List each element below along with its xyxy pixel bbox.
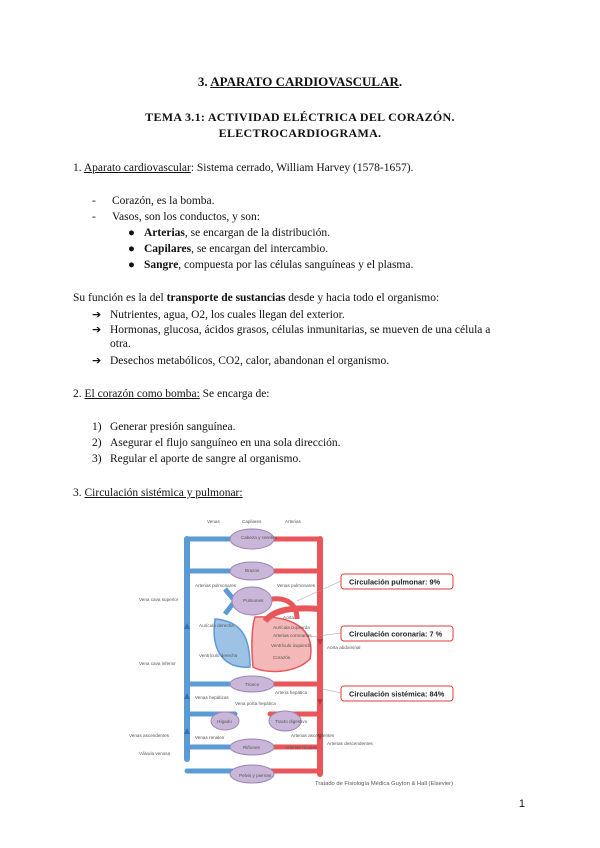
label-vena-porta: Vena porta hepática xyxy=(235,701,276,706)
box-systemic-label: Circulación sistémica: 84% xyxy=(349,689,445,699)
label-corazon: Corazón xyxy=(273,655,291,660)
label-arterias-descend: Arterias descendentes xyxy=(327,741,373,746)
label-venas-pulm: Venas pulmonares xyxy=(277,583,316,588)
page-title: 3. APARATO CARDIOVASCULAR. xyxy=(197,74,403,89)
label-arterias-ascend: Arterias ascendentes xyxy=(291,733,335,738)
label-brazos: Brazos xyxy=(245,568,260,573)
label-arterias-pulm: Arterias pulmonares xyxy=(195,583,237,588)
section-3-heading: 3. Circulación sistémica y pulmonar: xyxy=(73,487,243,499)
label-venas-hepaticas: Venas hepáticas xyxy=(195,695,229,700)
vessel-item: ● Arterias, se encargan de la distribución. xyxy=(128,227,330,239)
arrow-item-continuation: otra. xyxy=(110,338,131,350)
figure-credit: Tratado de Fisiología Médica Guyton & Hall (Elsevier) xyxy=(315,781,454,787)
label-tronco: Tronco xyxy=(245,682,260,687)
arrow-item: ➔ Hormonas, glucosa, ácidos grasos, células inmunitarias, se mueven de una célula a xyxy=(92,323,491,336)
label-cabeza: Cabeza y cerebro xyxy=(241,535,278,540)
label-arteria-hepatica: Arteria hepática xyxy=(275,690,308,695)
label-arterias: Arterias xyxy=(285,519,301,524)
box-coronary-label: Circulación coronaria: 7 % xyxy=(349,629,443,639)
section-1-heading: 1. Aparato cardiovascular: Sistema cerrado, William Harvey (1578-1657). xyxy=(73,162,414,174)
numbered-item: 3) Regular el aporte de sangre al organismo. xyxy=(92,453,302,465)
label-aorta-abd: Aorta abdominal xyxy=(327,645,361,650)
label-ventriculo-der: Ventrículo derecho xyxy=(199,653,238,658)
dash-item: - Corazón, es la bomba. xyxy=(92,195,215,207)
section-2-heading: 2. El corazón como bomba: Se encarga de: xyxy=(73,388,270,400)
vessel-item: ● Sangre, compuesta por las células sanguíneas y el plasma. xyxy=(128,259,414,271)
label-venas-renales: Venas renales xyxy=(195,735,225,740)
label-pelvis: Pelvis y piernas xyxy=(239,773,272,778)
label-auricula-der: Aurícula derecha xyxy=(199,623,234,628)
label-venas-ascend: Venas ascendentes xyxy=(129,733,170,738)
label-arterias-coron: Arterias coronarias xyxy=(273,633,312,638)
label-higado: Hígado xyxy=(217,719,232,724)
label-venas: Venas xyxy=(207,519,220,524)
arrow-item: ➔ Desechos metabólicos, CO2, calor, abandonan el organismo. xyxy=(92,354,390,367)
box-pulmonary-label: Circulación pulmonar: 9% xyxy=(349,577,441,587)
label-rinones: Riñones xyxy=(243,745,260,750)
label-auricula-izq: Aurícula izquierda xyxy=(273,625,310,630)
numbered-item: 1) Generar presión sanguínea. xyxy=(92,421,236,433)
label-aorta: Aorta xyxy=(283,615,294,620)
topic-title-line1: TEMA 3.1: ACTIVIDAD ELÉCTRICA DEL CORAZÓN. xyxy=(145,110,455,124)
page-number: 1 xyxy=(518,798,525,810)
dash-item: - Vasos, son los conductos, y son: xyxy=(92,211,260,223)
circulation-diagram xyxy=(115,509,485,789)
topic-title-line2: ELECTROCARDIOGRAMA. xyxy=(218,126,382,140)
label-tracto: Tracto digestivo xyxy=(275,719,308,724)
label-capilares: Capilares xyxy=(242,519,262,524)
label-pulmones: Pulmones xyxy=(243,598,264,603)
label-vena-cava-sup: Vena cava superior xyxy=(139,597,179,602)
label-arterias-renales: Arterias renales xyxy=(285,745,318,750)
function-paragraph: Su función es la del transporte de sustancias desde y hacia todo el organismo: xyxy=(73,292,440,304)
label-vena-cava-inf: Vena cava inferior xyxy=(139,661,176,666)
label-ventriculo-izq: Ventrículo izquierdo xyxy=(271,643,312,648)
label-valvula: Válvula venosa xyxy=(139,751,171,756)
arrow-item: ➔ Nutrientes, agua, O2, los cuales llegan del exterior. xyxy=(92,308,345,321)
numbered-item: 2) Asegurar el flujo sanguíneo en una sola dirección. xyxy=(92,437,341,449)
vessel-item: ● Capilares, se encargan del intercambio. xyxy=(128,243,329,255)
